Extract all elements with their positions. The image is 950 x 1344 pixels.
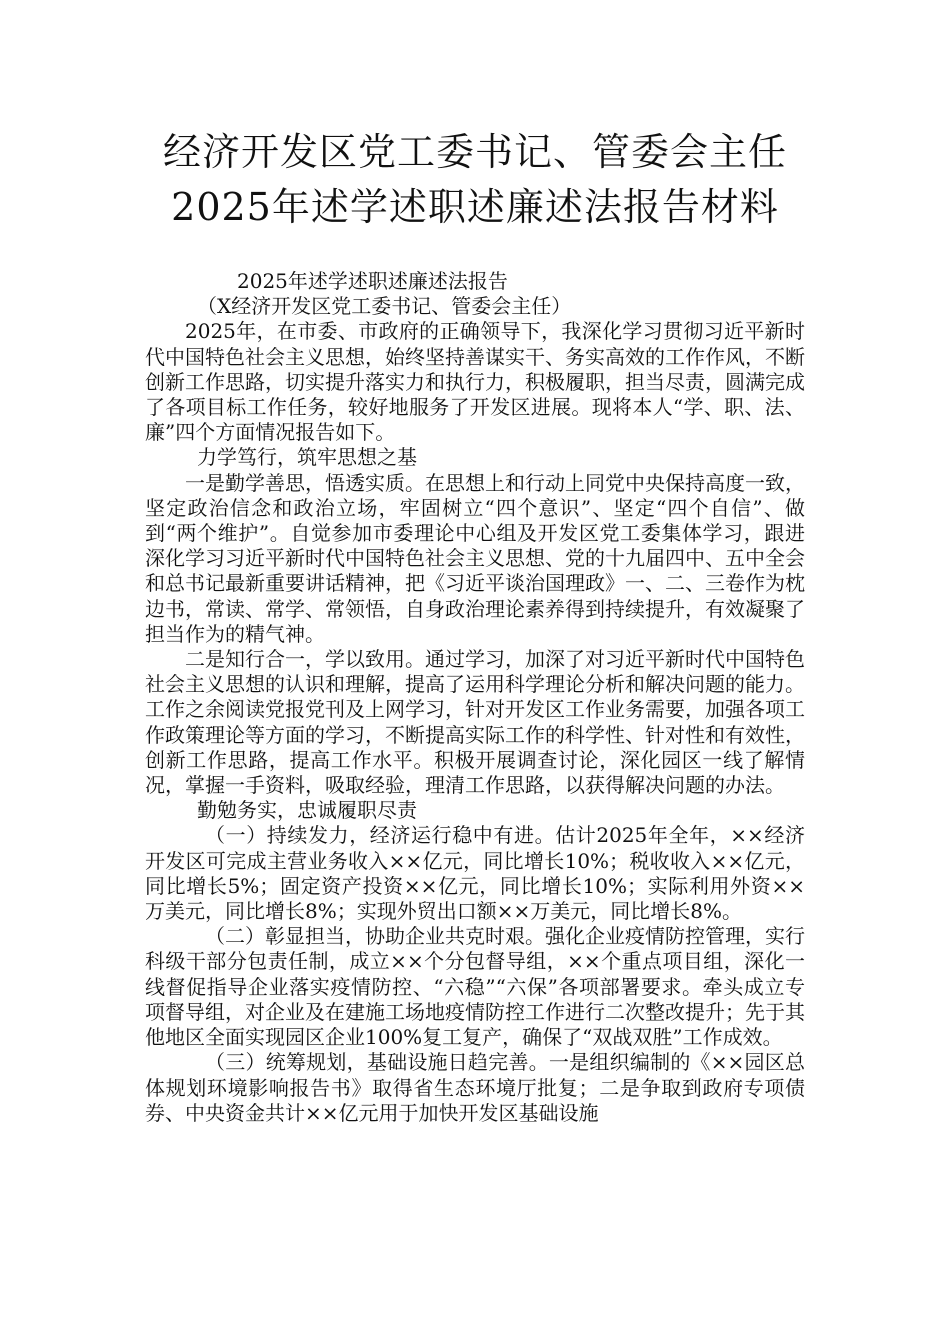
intro-paragraph: 2025年，在市委、市政府的正确领导下，我深化学习贯彻习近平新时代中国特色社会主义思想，始终坚持善谋实干、务实高效的工作作风，不断创新工作思路，切实提升落实力和执行力，积极履职，担当尽责，圆满完成了各项目标工作任务，较好地服务了开发区进展。现将本人“学、职、法、廉”四个方面情况报告如下。 <box>145 319 805 445</box>
paragraph-study-1: 一是勤学善思，悟透实质。在思想上和行动上同党中央保持高度一致，坚定政治信念和政治立场，牢固树立“四个意识”、坚定“四个自信”、做到“两个维护”。自觉参加市委理论中心组及开发区党工委集体学习，跟进深化学习习近平新时代中国特色社会主义思想、党的十九届四中、五中全会和总书记最新重要讲话精神，把《习近平谈治国理政》一、二、三卷作为枕边书，常读、常学、常领悟，自身政治理论素养得到持续提升，有效凝聚了担当作为的精气神。 <box>145 470 805 646</box>
document-body <box>145 269 805 1126</box>
document-title: 经济开发区党工委书记、管委会主任2025年述学述职述廉述法报告材料 <box>162 130 787 229</box>
section-heading-study: 力学笃行，筑牢思想之基 <box>197 445 417 470</box>
paragraph-duty-1: （一）持续发力，经济运行稳中有进。估计2025年全年，××经济开发区可完成主营业务收入××亿元，同比增长10%；税收收入××亿元，同比增长5%；固定资产投资××亿元，同比增长10%；实际利用外资××万美元，同比增长8%；实现外贸出口额××万美元，同比增长8%。 <box>145 823 805 924</box>
author-line: （X经济开发区党工委书记、管委会主任） <box>197 294 572 319</box>
section-heading-duty: 勤勉务实，忠诚履职尽责 <box>197 798 417 823</box>
paragraph-duty-2: （二）彰显担当，协助企业共克时艰。强化企业疫情防控管理，实行科级干部分包责任制，成立××个分包督导组，××个重点项目组，深化一线督促指导企业落实疫情防控、“六稳”“六保”各项部署要求。牵头成立专项督导组，对企业及在建施工场地疫情防控工作进行二次整改提升；先于其他地区全面实现园区企业100%复工复产，确保了“双战双胜”工作成效。 <box>145 924 805 1050</box>
paragraph-study-2: 二是知行合一，学以致用。通过学习，加深了对习近平新时代中国特色社会主义思想的认识和理解，提高了运用科学理论分析和解决问题的能力。工作之余阅读党报党刊及上网学习，针对开发区工作业务需要，加强各项工作政策理论等方面的学习，不断提高实际工作的科学性、针对性和有效性，创新工作思路，提高工作水平。积极开展调查讨论，深化园区一线了解情况，掌握一手资料，吸取经验，理清工作思路，以获得解决问题的办法。 <box>145 647 805 798</box>
report-heading: 2025年述学述职述廉述法报告 <box>237 269 508 293</box>
paragraph-duty-3: （三）统筹规划，基础设施日趋完善。一是组织编制的《××园区总体规划环境影响报告书》取得省生态环境厅批复；二是争取到政府专项债券、中央资金共计××亿元用于加快开发区基础设施 <box>145 1050 805 1125</box>
